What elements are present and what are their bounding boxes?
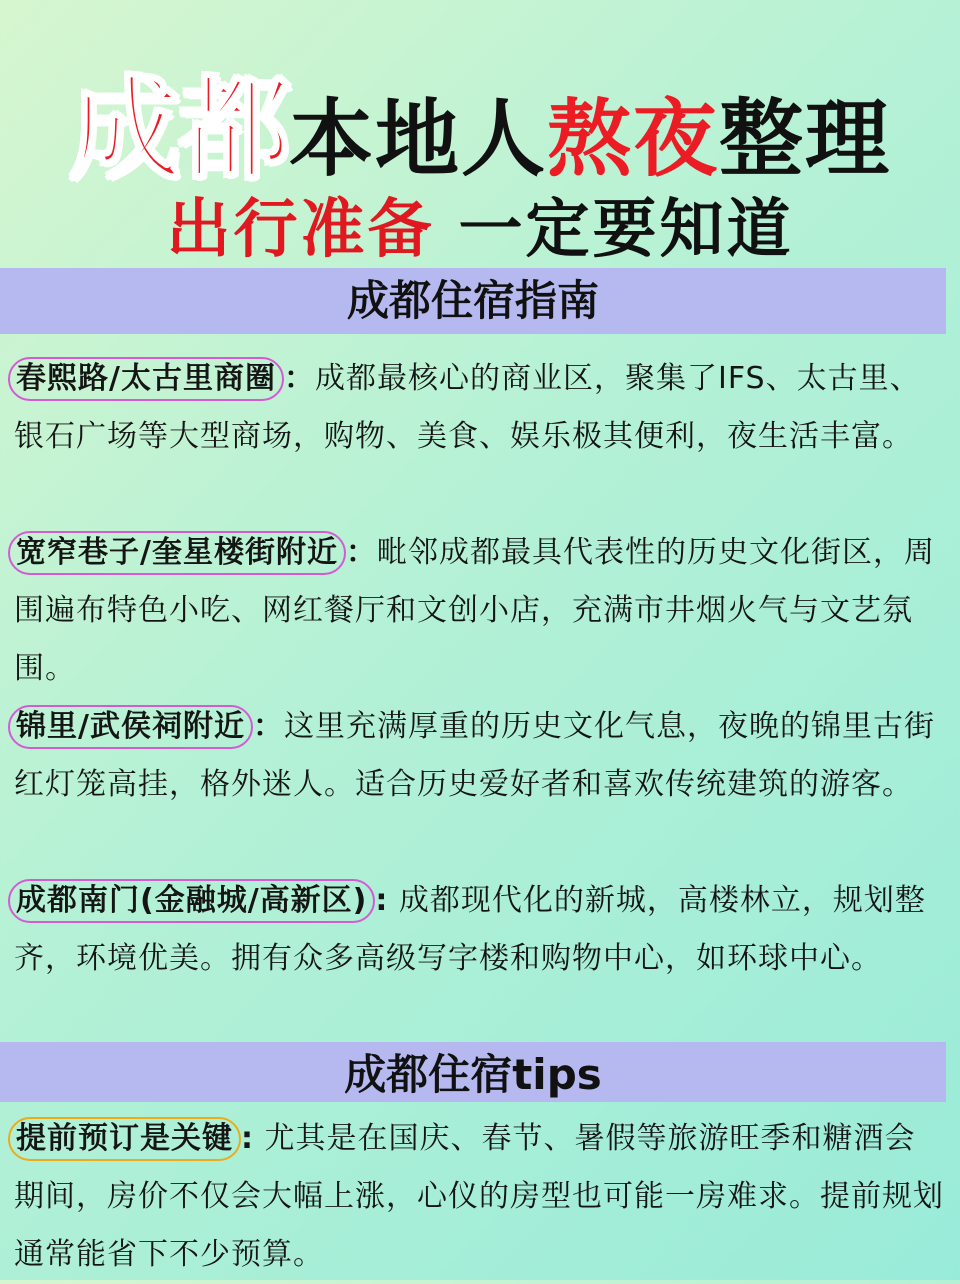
title-compiled: 整理 bbox=[719, 90, 892, 188]
item-description: 这里充满厚重的历史文化气息，夜晚的锦里古街红灯笼高挂，格外迷人。适合历史爱好者和喜欢传统建筑的游客。 bbox=[14, 709, 935, 802]
label-separator: ： bbox=[283, 361, 315, 396]
subtitle bbox=[0, 178, 960, 267]
title-chengdu: 成都 bbox=[68, 65, 289, 195]
main-title bbox=[0, 40, 960, 195]
item-description: 成都最核心的商业区，聚集了IFS、太古里、银石广场等大型商场，购物、美食、娱乐极其便利，夜生活丰富。 bbox=[14, 361, 921, 454]
item-description: 成都现代化的新城，高楼林立，规划整齐，环境优美。拥有众多高级写字楼和购物中心，如环球中心。 bbox=[14, 883, 926, 976]
list-item bbox=[14, 524, 944, 698]
label-separator: : bbox=[375, 883, 389, 918]
label-separator: ： bbox=[252, 709, 284, 744]
list-item bbox=[14, 698, 944, 814]
list-item bbox=[14, 350, 944, 466]
label-separator: ： bbox=[345, 535, 377, 570]
section-heading-lodging-guide: 成都住宿指南 bbox=[0, 268, 946, 334]
title-locals: 本地人 bbox=[288, 90, 547, 188]
highlight-label: 提前预订是关键 bbox=[8, 1117, 241, 1161]
highlight-label: 春熙路/太古里商圈 bbox=[8, 357, 284, 401]
item-description: 尤其是在国庆、春节、暑假等旅游旺季和糖酒会期间，房价不仅会大幅上涨，心仪的房型也可能一房难求。提前规划通常能省下不少预算。 bbox=[14, 1121, 944, 1272]
subtitle-travel-prep: 出行准备 bbox=[166, 193, 435, 267]
highlight-label: 成都南门(金融城/高新区) bbox=[8, 879, 375, 923]
list-item bbox=[14, 1110, 944, 1284]
title-late-night: 熬夜 bbox=[546, 90, 719, 188]
subtitle-must-know: 一定要知道 bbox=[458, 193, 794, 267]
label-separator: : bbox=[241, 1121, 254, 1156]
list-item bbox=[14, 872, 944, 988]
highlight-label: 锦里/武侯祠附近 bbox=[8, 705, 253, 749]
item-description: 毗邻成都最具代表性的历史文化街区，周围遍布特色小吃、网红餐厅和文创小店，充满市井烟火气与文艺氛围。 bbox=[14, 535, 935, 686]
section-heading-lodging-tips: 成都住宿tips bbox=[0, 1042, 946, 1102]
highlight-label: 宽窄巷子/奎星楼街附近 bbox=[8, 531, 346, 575]
